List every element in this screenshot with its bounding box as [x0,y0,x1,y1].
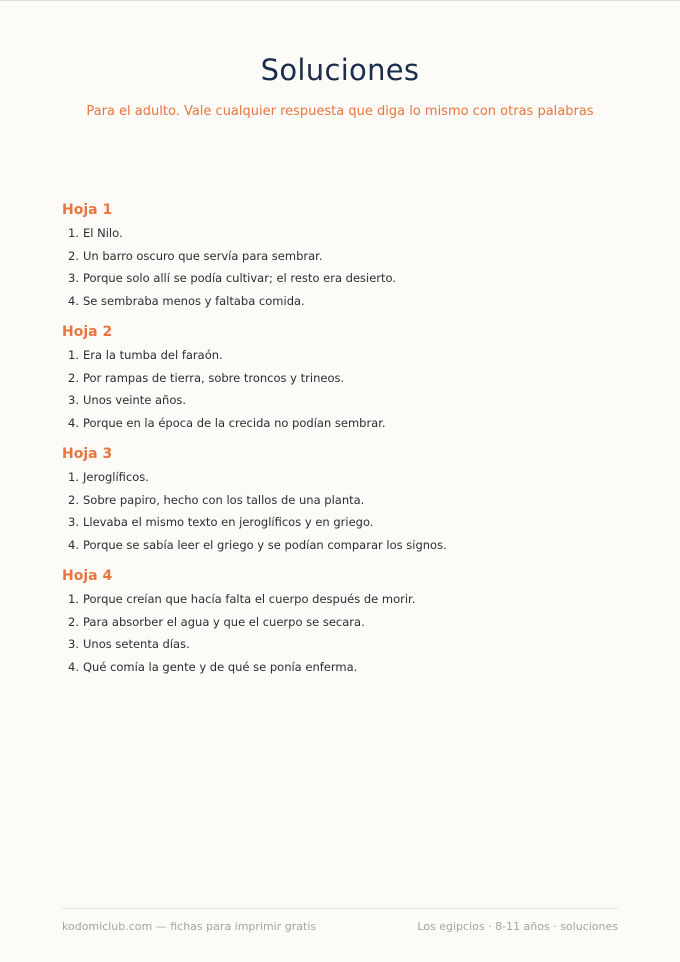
answer-item [62,367,642,390]
answer-number: 1. [68,470,79,484]
answer-text: Jeroglíficos. [83,470,149,484]
answer-number: 1. [68,226,79,240]
answer-number: 2. [68,248,79,263]
answer-number: 4. [68,659,79,674]
answer-text: Porque creían que hacía falta el cuerpo después de morir. [83,592,416,606]
answer-number: 3. [68,515,79,529]
answer-number: 2. [68,492,79,507]
answer-item [62,344,642,367]
answer-item [62,389,642,412]
answer-number: 3. [68,271,79,285]
answer-item [62,633,642,656]
section-hoja-2 [62,323,642,434]
answer-text: Llevaba el mismo texto en jeroglíficos y en griego. [83,515,374,529]
answer-text: Unos veinte años. [83,393,187,407]
solutions-list [62,201,642,689]
answer-item [62,489,642,512]
page-title: Soluciones [260,53,420,87]
answer-item [62,656,642,679]
answer-text: Porque en la época de la crecida no podían sembrar. [83,415,386,430]
answer-list [62,466,642,556]
answer-text: Por rampas de tierra, sobre troncos y trineos. [83,370,345,385]
answer-text: Unos setenta días. [83,637,190,651]
section-hoja-1 [62,201,642,312]
page-top-border [0,0,680,1]
answer-text: El Nilo. [83,226,123,240]
section-title: Hoja 4 [62,568,113,584]
answer-item [62,290,642,313]
answer-list [62,588,642,678]
answer-item [62,267,642,290]
answer-item [62,222,642,245]
answer-text: Era la tumba del faraón. [83,348,223,362]
answer-item [62,511,642,534]
answer-list [62,344,642,434]
answer-item [62,245,642,268]
answer-text: Para absorber el agua y que el cuerpo se secara. [83,614,365,629]
answer-number: 4. [68,537,79,552]
answer-text: Porque solo allí se podía cultivar; el resto era desierto. [83,271,397,285]
answer-number: 3. [68,637,79,651]
answer-text: Se sembraba menos y faltaba comida. [83,293,305,308]
answer-number: 1. [68,592,79,606]
answer-item [62,466,642,489]
footer-site-text: kodomiclub.com — fichas para imprimir gratis [62,920,317,933]
answer-number: 3. [68,393,79,407]
answer-text: Un barro oscuro que servía para sembrar. [83,248,323,263]
section-hoja-4 [62,567,642,678]
answer-text: Qué comía la gente y de qué se ponía enferma. [83,659,358,674]
answer-number: 2. [68,370,79,385]
answer-item [62,412,642,435]
answer-item [62,588,642,611]
footer-worksheet-info: Los egipcios · 8-11 años · soluciones [417,920,618,933]
section-title: Hoja 3 [62,446,113,462]
page-subtitle: Para el adulto. Vale cualquier respuesta que diga lo mismo con otras palabras [86,104,594,119]
answer-text: Sobre papiro, hecho con los tallos de una planta. [83,492,365,507]
answer-number: 4. [68,293,79,308]
answer-item [62,611,642,634]
section-hoja-3 [62,445,642,556]
answer-number: 4. [68,415,79,430]
section-title: Hoja 2 [62,324,113,340]
footer-divider [62,908,618,909]
answer-number: 1. [68,348,79,362]
answer-text: Porque se sabía leer el griego y se podían comparar los signos. [83,537,447,552]
answer-number: 2. [68,614,79,629]
section-title: Hoja 1 [62,202,113,218]
answer-list [62,222,642,312]
answer-item [62,534,642,557]
